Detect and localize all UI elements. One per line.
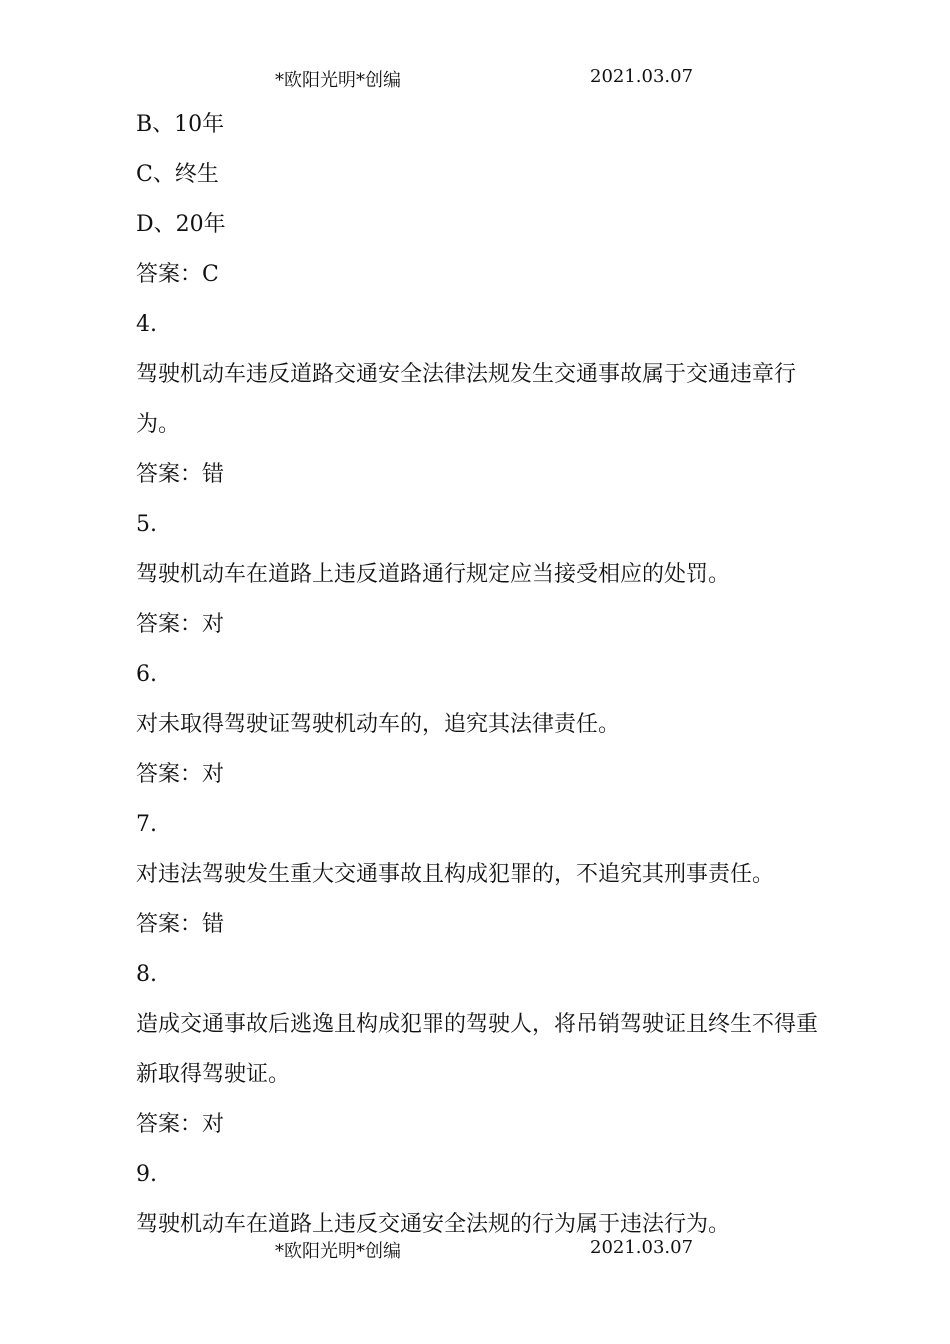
- answer-4: 答案：错: [136, 462, 225, 487]
- answer-8: 答案：对: [136, 1112, 225, 1137]
- option-c: C、终生: [136, 162, 219, 187]
- question-text-4: 驾驶机动车违反道路交通安全法律法规发生交通事故属于交通违章行为。: [136, 362, 797, 437]
- answer-6: 答案：对: [136, 762, 225, 787]
- header-date: 2021.03.07: [590, 66, 694, 87]
- question-number-5: 5.: [136, 512, 157, 537]
- question-number-6: 6.: [136, 662, 157, 687]
- question-number-4: 4.: [136, 312, 157, 337]
- page-footer: [0, 1237, 950, 1263]
- footer-date: 2021.03.07: [590, 1237, 694, 1258]
- question-text-8: 造成交通事故后逃逸且构成犯罪的驾驶人，将吊销驾驶证且终生不得重新取得驾驶证。: [136, 1012, 819, 1087]
- answer-5: 答案：对: [136, 612, 225, 637]
- page-header: [0, 66, 950, 92]
- document-body: [136, 100, 826, 1250]
- option-b: B、10年: [136, 112, 225, 137]
- question-number-7: 7.: [136, 812, 157, 837]
- option-d: D、20年: [136, 212, 226, 237]
- answer-3: 答案：C: [136, 262, 219, 287]
- question-number-8: 8.: [136, 962, 157, 987]
- question-text-6: 对未取得驾驶证驾驶机动车的，追究其法律责任。: [136, 712, 621, 737]
- answer-7: 答案：错: [136, 912, 225, 937]
- question-number-9: 9.: [136, 1162, 157, 1187]
- question-text-7: 对违法驾驶发生重大交通事故且构成犯罪的，不追究其刑事责任。: [136, 862, 775, 887]
- footer-author: *欧阳光明*创编: [275, 1241, 401, 1262]
- question-text-5: 驾驶机动车在道路上违反道路通行规定应当接受相应的处罚。: [136, 562, 731, 587]
- header-author: *欧阳光明*创编: [275, 70, 401, 91]
- question-text-9: 驾驶机动车在道路上违反交通安全法规的行为属于违法行为。: [136, 1212, 731, 1237]
